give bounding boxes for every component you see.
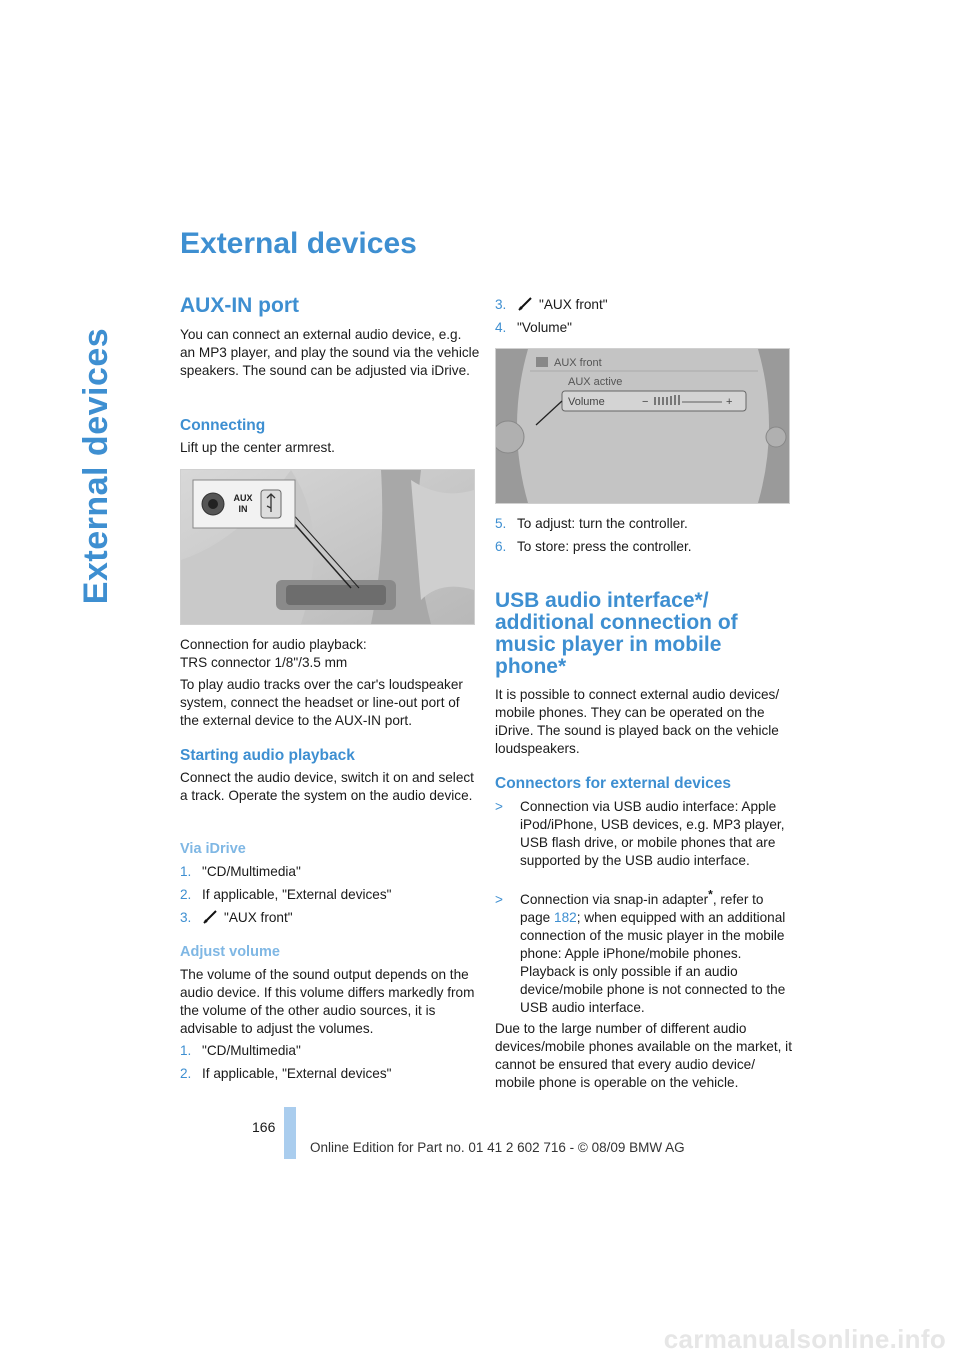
footer-edition: Online Edition for Part no. 01 41 2 602 716 - © 08/09 BMW AG xyxy=(310,1140,685,1155)
photo-caption-line2: TRS connector 1/8"/3.5 mm xyxy=(180,655,348,670)
usb-heading-line4: phone* xyxy=(495,655,567,678)
bullet-marker: > xyxy=(495,799,503,814)
connector-bullet-snap-in-text: Connection via snap-in adapter*, refer to page 182; when equipped with an additional connection of the music player in the mobile phone: Apple iPhone/mobile phones. Playback is only possible if an audio device/mobile phone is not connected to the USB audio interface. xyxy=(520,887,786,1015)
adjust-volume-text: The volume of the sound output depends on the audio device. If this volume differs markedly from the volume of the other audio sources, it is advisable to adjust the volumes. xyxy=(180,967,475,1036)
via-step-1: 1. "CD/Multimedia" xyxy=(180,864,301,879)
watermark: carmanualsonline.info xyxy=(663,1324,946,1354)
armrest-photo xyxy=(180,469,475,625)
connector-bullet-usb-text: Connection via USB audio interface: Apple iPod/iPhone, USB devices, e.g. MP3 player, USB flash drive, or mobile phones that are supported by the USB audio interface. xyxy=(520,799,785,868)
aux-label-line2: IN xyxy=(238,504,248,514)
connector-bullet-usb xyxy=(495,798,790,870)
page-number: 166 xyxy=(252,1119,276,1135)
adjust-step-4: 4. "Volume" xyxy=(495,320,572,335)
adjust-step-1: 1. "CD/Multimedia" xyxy=(180,1043,301,1058)
via-idrive-heading: Via iDrive xyxy=(180,841,246,857)
connecting-text: Lift up the center armrest. xyxy=(180,440,335,455)
usb-intro-text: It is possible to connect external audio devices/ mobile phones. They can be operated on the iDrive. The sound is played back on the vehicle loudspeakers. xyxy=(495,687,780,756)
connectors-heading: Connectors for external devices xyxy=(495,775,732,792)
adjust-step-2: 2. If applicable, "External devices" xyxy=(180,1066,392,1081)
adjust-step-3: 3. "AUX front" xyxy=(495,296,795,317)
aux-label-line1: AUX xyxy=(233,493,253,503)
usb-heading-line1: USB audio interface*/ xyxy=(495,589,709,612)
usb-heading-line2: additional connection of xyxy=(495,611,738,634)
controller-tick-icon xyxy=(202,909,224,930)
adjust-step-6: 6. To store: press the controller. xyxy=(495,539,692,554)
connecting-heading: Connecting xyxy=(180,417,266,434)
photo-caption-line1: Connection for audio playback: xyxy=(180,637,367,652)
armrest-illustration xyxy=(181,470,474,624)
adjust-step-5: 5. To adjust: turn the controller. xyxy=(495,516,688,531)
footer-accent-bar xyxy=(284,1107,296,1159)
adjust-volume-heading: Adjust volume xyxy=(180,944,280,960)
starting-playback-heading: Starting audio playback xyxy=(180,747,355,764)
aux-intro-text: You can connect an external audio device, e.g. an MP3 player, and play the sound via the vehicle speakers. The sound can be adjusted via iDrive. xyxy=(180,327,480,378)
idrive-screen-illustration xyxy=(496,349,789,503)
usb-closing-text: Due to the large number of different audio devices/mobile phones available on the market, it cannot be ensured that every audio device/ mobile phone is operable on the vehicle. xyxy=(495,1021,792,1090)
idrive-screen-photo xyxy=(495,348,790,504)
connector-bullet-snap-in xyxy=(495,887,790,1017)
volume-plus: + xyxy=(726,396,733,408)
play-text: To play audio tracks over the car's loudspeaker system, connect the headset or line-out port of the external device to the AUX-IN port. xyxy=(180,677,463,728)
bullet-marker: > xyxy=(495,892,503,907)
page-reference-link[interactable]: 182 xyxy=(554,910,577,925)
screen-item-volume: Volume xyxy=(568,396,605,408)
aux-front-icon xyxy=(536,357,548,367)
via-step-2: 2. If applicable, "External devices" xyxy=(180,887,392,902)
screen-item-aux-active: AUX active xyxy=(568,376,623,388)
screen-title: AUX front xyxy=(554,357,602,369)
volume-minus: − xyxy=(642,396,649,408)
side-section-title-text: External devices xyxy=(77,327,115,605)
via-step-3: 3. "AUX front" xyxy=(180,909,480,930)
usb-heading-line3: music player in mobile xyxy=(495,633,722,656)
page-title: External devices xyxy=(180,227,417,260)
starting-playback-text: Connect the audio device, switch it on and select a track. Operate the system on the audio device. xyxy=(180,770,474,803)
aux-in-heading: AUX-IN port xyxy=(180,294,299,317)
controller-tick-icon xyxy=(517,296,539,317)
